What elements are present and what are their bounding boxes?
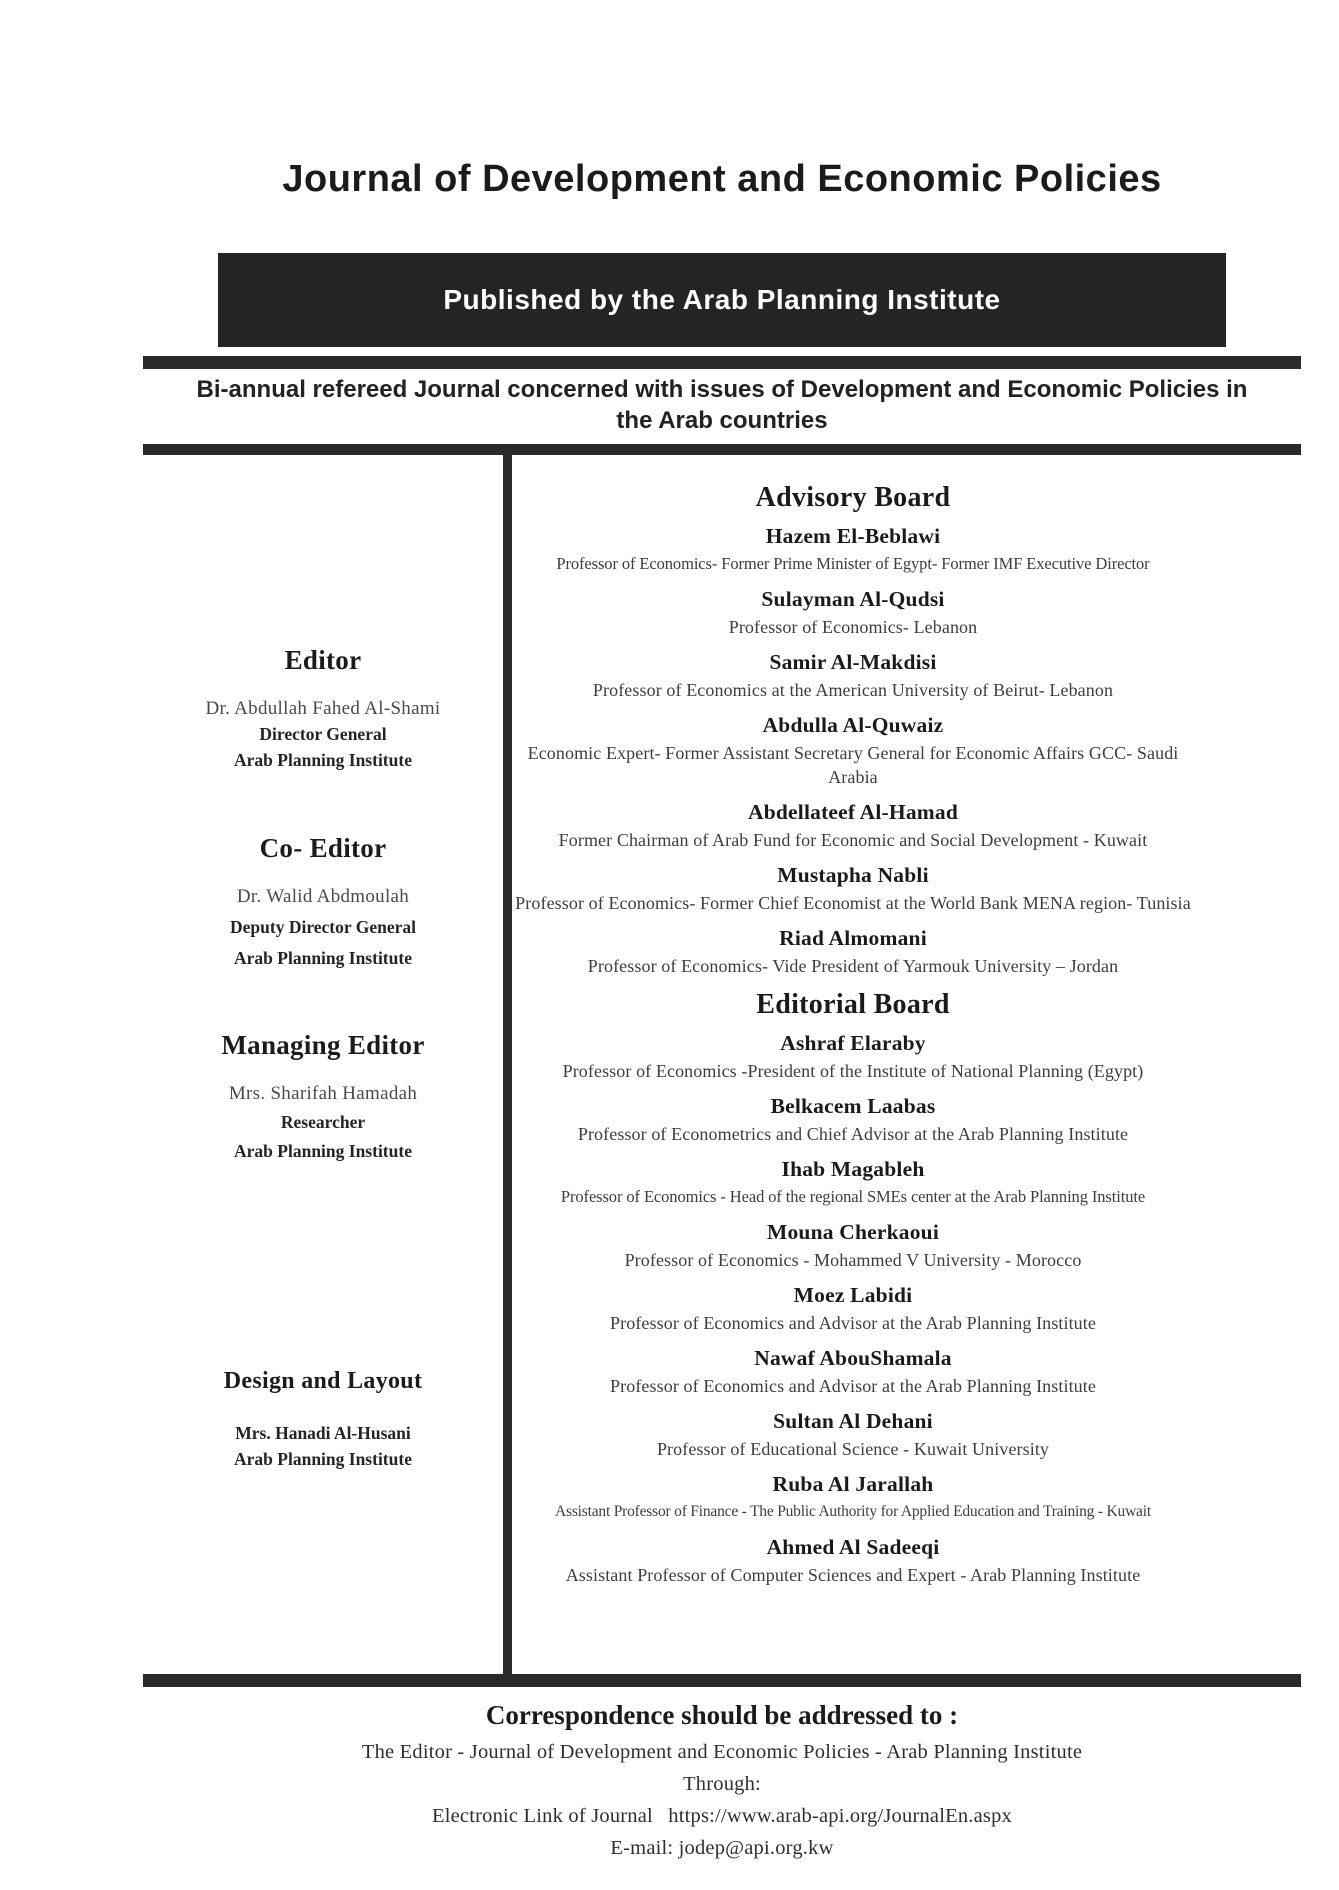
editor-section xyxy=(143,645,503,772)
correspondence-through: Through: xyxy=(683,1773,761,1795)
member-description: Professor of Economics and Advisor at the Arab Planning Institute xyxy=(610,1313,1096,1333)
managing-editor-name: Mrs. Sharifah Hamadah xyxy=(228,1083,418,1104)
electronic-link-label: Electronic Link of Journal xyxy=(432,1805,653,1827)
member-name: Ahmed Al Sadeeqi xyxy=(766,1535,940,1559)
correspondence-section xyxy=(143,1700,1301,1867)
advisory-member xyxy=(515,650,1191,702)
co-editor-org: Arab Planning Institute xyxy=(234,948,412,968)
editor-org: Arab Planning Institute xyxy=(234,750,412,770)
member-description: Professor of Economics at the American University of Beirut- Lebanon xyxy=(592,680,1114,700)
electronic-link-url: https://www.arab-api.org/JournalEn.aspx xyxy=(668,1805,1012,1827)
advisory-member xyxy=(515,863,1191,915)
email-label: E-mail: xyxy=(610,1837,674,1859)
member-name: Abdellateef Al-Hamad xyxy=(747,800,959,824)
member-name: Samir Al-Makdisi xyxy=(769,650,937,674)
journal-title: Journal of Development and Economic Policies xyxy=(282,158,1162,200)
editorial-member xyxy=(515,1409,1191,1461)
managing-editor-section xyxy=(143,1030,503,1163)
member-name: Abdulla Al-Quwaiz xyxy=(762,713,944,737)
managing-editor-org: Arab Planning Institute xyxy=(234,1141,412,1161)
advisory-member xyxy=(515,926,1191,978)
publisher-banner-text: Published by the Arab Planning Institute xyxy=(443,284,1001,315)
advisory-member xyxy=(515,524,1191,576)
editorial-member xyxy=(515,1535,1191,1587)
co-editor-section xyxy=(143,833,503,970)
publisher-banner xyxy=(218,253,1226,347)
editor-name: Dr. Abdullah Fahed Al-Shami xyxy=(205,698,441,719)
co-editor-heading: Co- Editor xyxy=(259,833,387,863)
editor-heading: Editor xyxy=(284,645,362,675)
managing-editor-role: Researcher xyxy=(280,1112,366,1132)
editorial-board-heading: Editorial Board xyxy=(756,989,950,1020)
horizontal-rule-top xyxy=(143,356,1301,369)
editor-role: Director General xyxy=(259,724,387,744)
member-description: Professor of Economics- Lebanon xyxy=(728,617,978,637)
member-name: Nawaf AbouShamala xyxy=(754,1346,952,1370)
member-name: Sultan Al Dehani xyxy=(773,1409,933,1433)
member-description: Professor of Educational Science - Kuwait University xyxy=(656,1439,1050,1459)
member-description: Assistant Professor of Finance - The Public Authority for Applied Education and Training - Kuwait xyxy=(555,1503,1151,1520)
design-layout-org: Arab Planning Institute xyxy=(234,1449,412,1469)
member-description: Professor of Economics -President of the Institute of National Planning (Egypt) xyxy=(562,1061,1144,1081)
boards-column xyxy=(515,476,1191,1598)
member-name: Riad Almomani xyxy=(779,926,927,950)
member-name: Hazem El-Beblawi xyxy=(765,524,941,548)
horizontal-rule-bottom xyxy=(143,1674,1301,1687)
member-name: Mouna Cherkaoui xyxy=(766,1220,940,1244)
advisory-member xyxy=(515,587,1191,639)
member-description: Former Chairman of Arab Fund for Economic and Social Development - Kuwait xyxy=(558,830,1148,850)
member-name: Moez Labidi xyxy=(793,1283,913,1307)
member-description: Professor of Economics- Former Chief Economist at the World Bank MENA region- Tunisia xyxy=(515,893,1191,913)
editorial-member xyxy=(515,1031,1191,1083)
email-address: jodep@api.org.kw xyxy=(678,1837,834,1859)
member-name: Sulayman Al-Qudsi xyxy=(761,587,945,611)
member-name: Ashraf Elaraby xyxy=(780,1031,926,1055)
design-layout-name: Mrs. Hanadi Al-Husani xyxy=(235,1423,411,1443)
member-description: Professor of Economics - Head of the regional SMEs center at the Arab Planning Institute xyxy=(560,1187,1146,1206)
member-name: Mustapha Nabli xyxy=(777,863,929,887)
member-name: Belkacem Laabas xyxy=(770,1094,936,1118)
member-description: Professor of Economics - Mohammed V University - Morocco xyxy=(624,1250,1082,1270)
advisory-board-heading: Advisory Board xyxy=(755,482,951,513)
advisory-member xyxy=(515,713,1191,789)
correspondence-addressee: The Editor - Journal of Development and Economic Policies - Arab Planning Institute xyxy=(361,1741,1083,1763)
managing-editor-heading: Managing Editor xyxy=(221,1030,425,1060)
horizontal-rule-under-subtitle xyxy=(143,444,1301,455)
member-description: Professor of Economics- Former Prime Minister of Egypt- Former IMF Executive Director xyxy=(556,554,1150,573)
design-layout-section xyxy=(143,1368,503,1471)
member-description: Assistant Professor of Computer Sciences and Expert - Arab Planning Institute xyxy=(565,1565,1141,1585)
member-description: Economic Expert- Former Assistant Secretary General for Economic Affairs GCC- Saudi Arabia xyxy=(527,743,1179,787)
editorial-member xyxy=(515,1220,1191,1272)
editorial-member xyxy=(515,1472,1191,1524)
correspondence-heading: Correspondence should be addressed to : xyxy=(485,1700,959,1730)
journal-subtitle: Bi-annual refereed Journal concerned with issues of Development and Economic Policies in the Arab countries xyxy=(196,376,1248,434)
member-description: Professor of Economics and Advisor at the Arab Planning Institute xyxy=(610,1376,1096,1396)
correspondence-email-line xyxy=(143,1835,1301,1862)
editorial-member xyxy=(515,1157,1191,1209)
member-description: Professor of Economics- Vide President of Yarmouk University – Jordan xyxy=(587,956,1119,976)
member-description: Professor of Econometrics and Chief Advisor at the Arab Planning Institute xyxy=(577,1124,1129,1144)
editorial-member xyxy=(515,1283,1191,1335)
editorial-member xyxy=(515,1346,1191,1398)
correspondence-link-line xyxy=(143,1803,1301,1830)
co-editor-role: Deputy Director General xyxy=(230,917,416,937)
advisory-member xyxy=(515,800,1191,852)
member-name: Ruba Al Jarallah xyxy=(772,1472,934,1496)
member-name: Ihab Magableh xyxy=(781,1157,925,1181)
design-layout-heading: Design and Layout xyxy=(223,1368,423,1394)
co-editor-name: Dr. Walid Abdmoulah xyxy=(236,886,410,907)
editorial-member xyxy=(515,1094,1191,1146)
column-divider xyxy=(503,444,512,1674)
